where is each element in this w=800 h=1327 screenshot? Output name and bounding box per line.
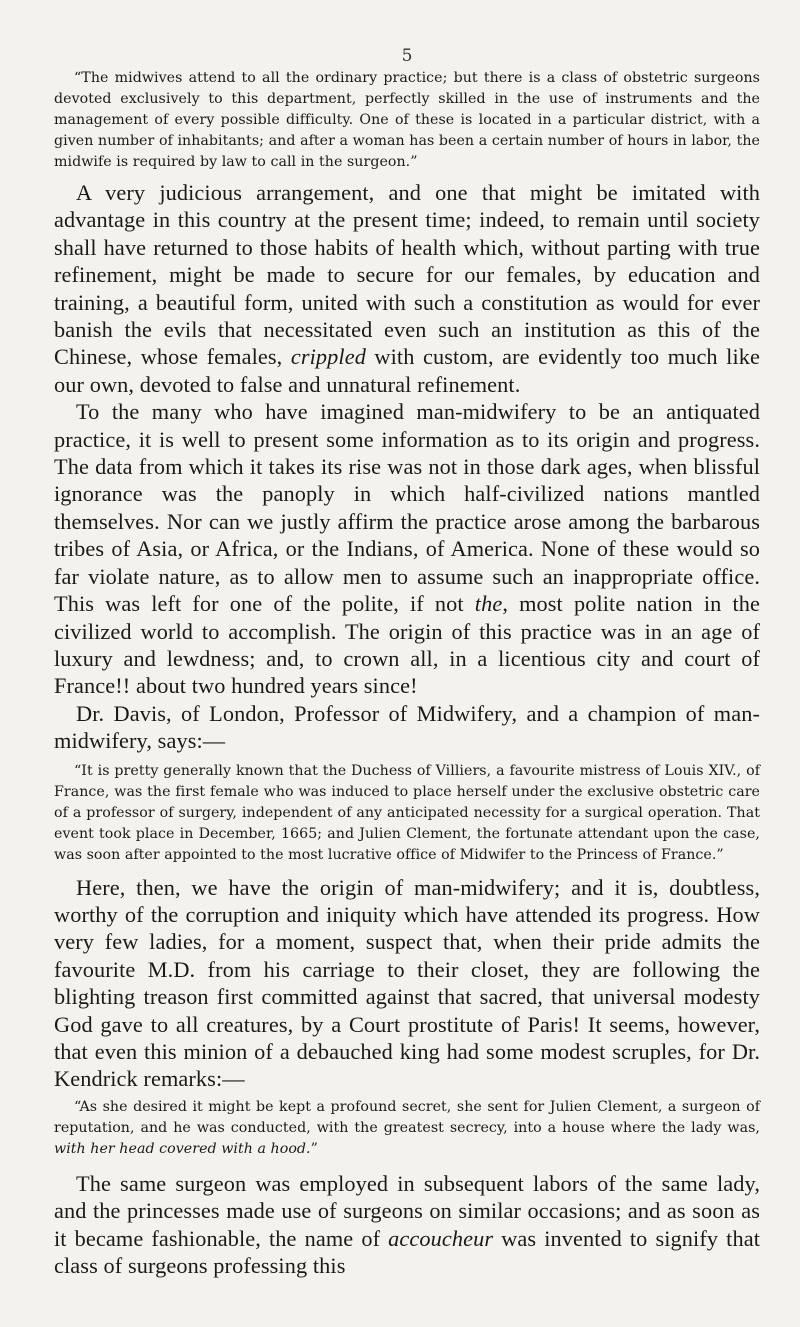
emphasis-text: accoucheur: [388, 1225, 494, 1251]
book-page: [54, 0, 760, 1327]
emphasis-text: crippled: [290, 344, 366, 370]
paragraph-dr-davis: Dr. Davis, of London, Professor of Midwifery, and a champion of man-midwifery, says:—: [54, 700, 760, 754]
paragraph-same-surgeon: [54, 1170, 760, 1280]
quote-chinese-midwives: “The midwives attend to all the ordinary practice; but there is a class of obstetric surgeons devoted exclusively to this department, perfectly skilled in the use of instruments and the management of every possible difficulty. One of these is located in a particular district, with a given number of inhabitants; and after a woman has been a certain number of hours in labor, the midwife is required by law to call in the surgeon.”: [54, 70, 760, 170]
paragraph-judicious-arrangement: [54, 179, 760, 398]
paragraph-text: with custom, are evidently too much like our own, devoted to false and unnatural refinement.: [54, 344, 761, 397]
emphasis-text: with her head covered with a hood.: [54, 1140, 311, 1157]
paragraph-origin-man-midwifery: [54, 398, 760, 699]
page-content: [54, 68, 760, 1279]
quote-text: “As she desired it might be kept a profound secret, she sent for Julien Clement, a surgeon of reputation, and he was conducted, with the greatest secrecy, into a house where the lady was,: [54, 1098, 760, 1136]
paragraph-text: , most polite nation in the civilized world to accomplish. The origin of this practice was in an age of luxury and lewdness; and, to crown all, in a licentious city and court of France!! about two hundred years since!: [54, 591, 760, 699]
paragraph-text: To the many who have imagined man-midwifery to be an antiquated practice, it is well to present some information as to its origin and progress. The data from which it takes its rise was not in those dark ages, when blissful ignorance was the panoply in which half-civilized nations mantled themselves. Nor can we justly affirm the practice arose among the barbarous tribes of Asia, or Africa, or the Indians, of America. None of these would so far violate nature, as to allow men to assume such an inappropriate office. This was left for one of the polite, if not: [54, 399, 760, 617]
quote-text: ”: [310, 1140, 318, 1157]
paragraph-text: The same surgeon was employed in subsequent labors of the same lady, and the princesses made use of surgeons on similar occasions; and as soon as it became fashionable, the name of: [54, 1170, 760, 1251]
quote-profound-secret: [54, 1097, 760, 1160]
emphasis-text: the: [474, 591, 503, 617]
quote-duchess-villiers: “It is pretty generally known that the Duchess of Villiers, a favourite mistress of Louis XIV., of France, was the first female who was induced to place herself under the exclusive obstetric care of a professor of surgery, independent of any anticipated necessity for a surgical operation. That event took place in December, 1665; and Julien Clement, the fortunate attendant upon the case, was soon after appointed to the most lucrative office of Midwifer to the Princess of France.”: [54, 762, 760, 863]
paragraph-text: was invented to signify that class of surgeons professing this: [54, 1225, 761, 1278]
paragraph-text: A very judicious arrangement, and one that might be imitated with advantage in this country at the present time; indeed, to remain until society shall have returned to those habits of health which, without parting with true refinement, might be made to secure for our females, by education and training, a beautiful form, united with such a constitution as would for ever banish the evils that necessitated even such an institution as this of the Chinese, whose females,: [54, 180, 760, 370]
page-number: 5: [401, 46, 413, 66]
paragraph-here-then: Here, then, we have the origin of man-midwifery; and it is, doubtless, worthy of the corruption and iniquity which have attended its progress. How very few ladies, for a moment, suspect that, when their pride admits the favourite M.D. from his carriage to their closet, they are following the blighting treason first committed against that sacred, that universal modesty God gave to all creatures, by a Court prostitute of Paris! It seems, however, that even this minion of a debauched king had some modest scruples, for Dr. Kendrick remarks:—: [54, 874, 760, 1092]
